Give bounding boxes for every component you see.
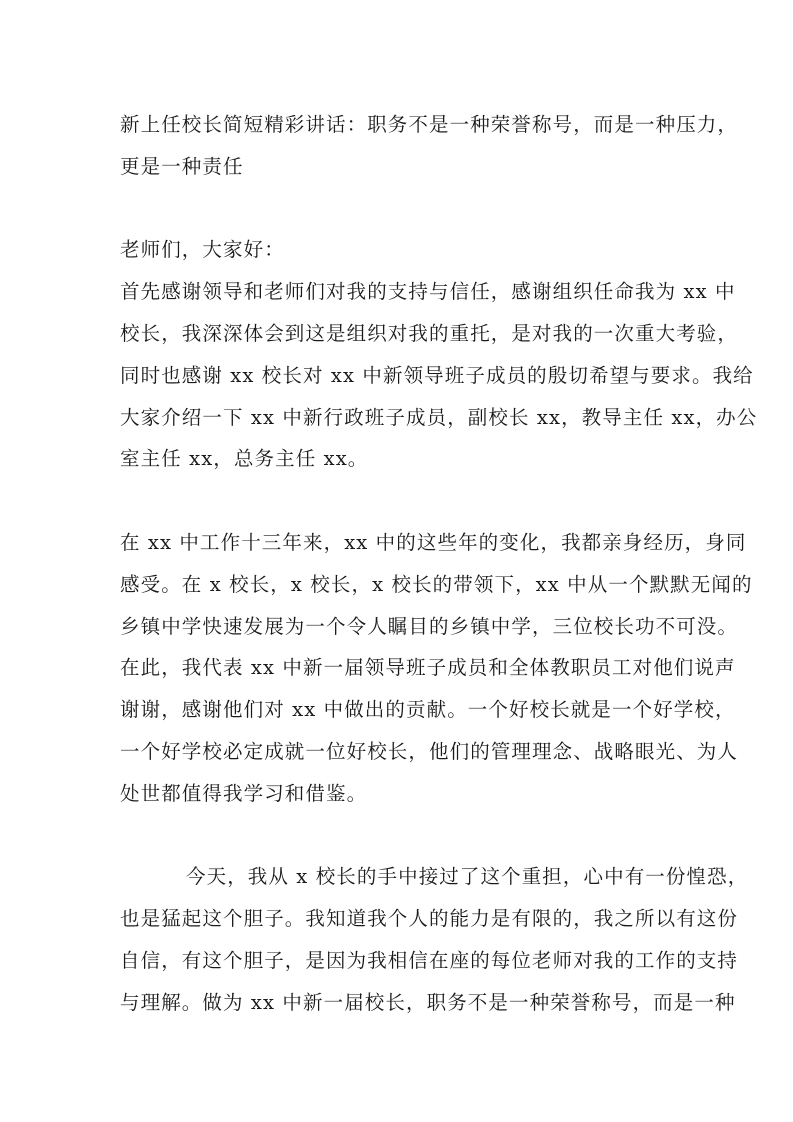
blank-line bbox=[120, 480, 673, 522]
paragraph-line: 首先感谢领导和老师们对我的支持与信任，感谢组织任命我为 xx 中 bbox=[120, 280, 736, 304]
paragraph-1 bbox=[120, 271, 758, 480]
blank-line bbox=[120, 815, 673, 857]
greeting: 老师们，大家好： bbox=[120, 238, 285, 262]
paragraph-3 bbox=[120, 856, 749, 1023]
paragraph-line: 一个好学校必定成就一位好校长，他们的管理理念、战略眼光、为人 bbox=[120, 739, 739, 763]
paragraph-line: 也是猛起这个胆子。我知道我个人的能力是有限的，我之所以有这份 bbox=[120, 907, 739, 931]
blank-line bbox=[120, 188, 673, 230]
paragraph-line: 校长，我深深体会到这是组织对我的重托，是对我的一次重大考验， bbox=[120, 321, 739, 345]
paragraph-line: 自信，有这个胆子，是因为我相信在座的每位老师对我的工作的支持 bbox=[120, 948, 739, 972]
document-page bbox=[120, 104, 758, 1024]
title-line-2: 更是一种责任 bbox=[120, 154, 244, 178]
paragraph-line: 在此，我代表 xx 中新一届领导班子成员和全体教职员工对他们说声 bbox=[120, 656, 736, 680]
paragraph-line: 处世都值得我学习和借鉴。 bbox=[120, 781, 368, 805]
paragraph-line: 室主任 xx，总务主任 xx。 bbox=[120, 447, 369, 471]
paragraph-line: 乡镇中学快速发展为一个令人瞩目的乡镇中学，三位校长功不可没。 bbox=[120, 614, 739, 638]
paragraph-line: 同时也感谢 xx 校长对 xx 中新领导班子成员的殷切希望与要求。我给 bbox=[120, 363, 754, 387]
paragraph-line: 大家介绍一下 xx 中新行政班子成员，副校长 xx，教导主任 xx，办公 bbox=[120, 405, 758, 429]
paragraph-line: 感受。在 x 校长，x 校长，x 校长的带领下，xx 中从一个默默无闻的 bbox=[120, 572, 753, 596]
paragraph-line-indented: 今天，我从 x 校长的手中接过了这个重担，心中有一份惶恐， bbox=[186, 865, 749, 889]
paragraph-line: 谢谢，感谢他们对 xx 中做出的贡献。一个好校长就是一个好学校， bbox=[120, 698, 736, 722]
paragraph-line: 与理解。做为 xx 中新一届校长，职务不是一种荣誉称号，而是一种 bbox=[120, 990, 736, 1014]
paragraph-line: 在 xx 中工作十三年来，xx 中的这些年的变化，我都亲身经历，身同 bbox=[120, 530, 747, 554]
paragraph-2 bbox=[120, 522, 753, 815]
title-line-1: 新上任校长简短精彩讲话：职务不是一种荣誉称号，而是一种压力， bbox=[120, 113, 739, 136]
